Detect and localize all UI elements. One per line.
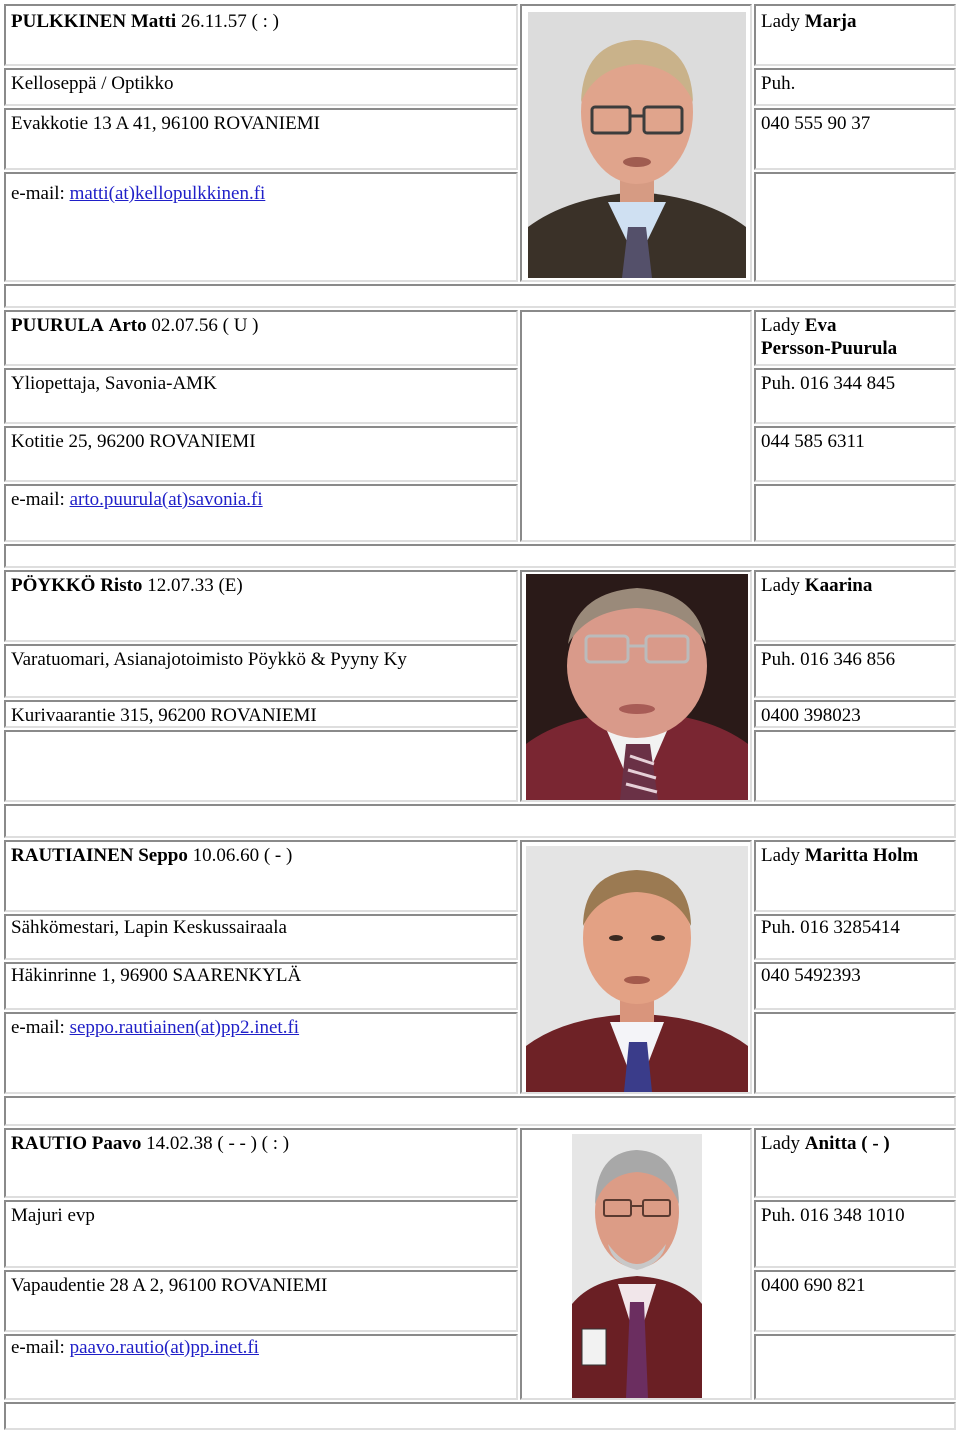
member-occupation: Majuri evp (11, 1205, 95, 1226)
phone-cell (754, 644, 956, 698)
empty-cell (754, 172, 956, 282)
member-firstname: Seppo (138, 845, 188, 866)
member-dates: 26.11.57 ( : ) (180, 11, 279, 32)
member-address: Kurivaarantie 315, 96200 ROVANIEMI (11, 705, 317, 726)
lady-surname: Persson-Puurula (761, 338, 898, 359)
occupation-cell (4, 368, 518, 424)
member-name (11, 1132, 289, 1155)
member-surname: PULKKINEN (11, 11, 127, 32)
email-label: e-mail: (11, 489, 65, 510)
mobile-cell (754, 1270, 956, 1332)
member-name (11, 844, 292, 867)
email-label: e-mail: (11, 183, 65, 204)
separator-row (4, 544, 956, 568)
member-occupation: Yliopettaja, Savonia-AMK (11, 373, 217, 394)
lady-label: Lady (761, 11, 801, 32)
phone-number: 016 346 856 (800, 649, 896, 670)
member-photo (526, 574, 748, 800)
lady-cell (754, 840, 956, 912)
mobile-number: 040 5492393 (761, 965, 861, 986)
mobile-number: 044 585 6311 (761, 431, 865, 452)
name-cell (4, 570, 518, 642)
phone-number: 016 3285414 (800, 917, 900, 938)
member-address: Evakkotie 13 A 41, 96100 ROVANIEMI (11, 113, 320, 134)
empty-cell (754, 730, 956, 802)
lady-name (761, 1132, 890, 1155)
phone-number: 016 344 845 (800, 373, 896, 394)
mobile-number: 0400 690 821 (761, 1275, 866, 1296)
mobile-cell (754, 962, 956, 1010)
phone-label: Puh. (761, 373, 796, 394)
mobile-cell (754, 426, 956, 482)
empty-cell (4, 730, 518, 802)
photo-cell (520, 1128, 752, 1400)
separator-row (4, 1096, 956, 1126)
phone-cell (754, 68, 956, 106)
lady-firstname: Anitta ( - ) (804, 1133, 890, 1154)
email-cell (4, 484, 518, 542)
phone-label: Puh. (761, 73, 796, 94)
photo-cell (520, 310, 752, 542)
separator-row (4, 1402, 956, 1430)
name-cell (4, 840, 518, 912)
member-photo (572, 1134, 702, 1398)
occupation-cell (4, 68, 518, 106)
email-label: e-mail: (11, 1337, 65, 1358)
lady-firstname: Kaarina (804, 575, 873, 596)
email-cell (4, 172, 518, 282)
member-email-line (11, 1016, 299, 1039)
lady-label: Lady (761, 1133, 801, 1154)
separator-row (4, 804, 956, 838)
photo-cell (520, 570, 752, 802)
mobile-number: 040 555 90 37 (761, 113, 871, 134)
member-name (11, 314, 259, 337)
member-surname: PÖYKKÖ (11, 575, 96, 596)
lady-firstname: Marja (804, 11, 857, 32)
address-cell (4, 962, 518, 1010)
lady-name (761, 574, 872, 597)
phone-line (761, 372, 895, 395)
member-firstname: Arto (108, 315, 147, 336)
lady-cell (754, 310, 956, 366)
phone-cell (754, 1200, 956, 1268)
lady-firstname: Eva (804, 315, 837, 336)
empty-cell (754, 1012, 956, 1094)
member-dates: 02.07.56 ( U ) (151, 315, 259, 336)
occupation-cell (4, 914, 518, 960)
address-cell (4, 700, 518, 728)
member-occupation: Sähkömestari, Lapin Keskussairaala (11, 917, 287, 938)
empty-cell (754, 1334, 956, 1400)
member-address: Kotitie 25, 96200 ROVANIEMI (11, 431, 256, 452)
separator-row (4, 284, 956, 308)
lady-name (761, 314, 836, 337)
lady-name (761, 844, 918, 867)
lady-label: Lady (761, 845, 801, 866)
email-link[interactable]: paavo.rautio(at)pp.inet.fi (69, 1337, 259, 1358)
mobile-number: 0400 398023 (761, 705, 861, 726)
member-dates: 12.07.33 (E) (147, 575, 243, 596)
mobile-cell (754, 108, 956, 170)
occupation-cell (4, 644, 518, 698)
empty-cell (754, 484, 956, 542)
phone-line (761, 916, 900, 939)
phone-label: Puh. (761, 649, 796, 670)
email-label: e-mail: (11, 1017, 65, 1038)
address-cell (4, 108, 518, 170)
member-surname: RAUTIAINEN (11, 845, 134, 866)
lady-cell (754, 570, 956, 642)
photo-cell (520, 4, 752, 282)
member-email-line (11, 488, 263, 511)
member-email-line (11, 1336, 259, 1359)
member-surname: RAUTIO (11, 1133, 88, 1154)
occupation-cell (4, 1200, 518, 1268)
lady-cell (754, 1128, 956, 1198)
email-link[interactable]: matti(at)kellopulkkinen.fi (69, 183, 266, 204)
lady-label: Lady (761, 315, 801, 336)
phone-label: Puh. (761, 917, 796, 938)
phone-line (761, 72, 795, 95)
lady-name (761, 10, 857, 33)
email-cell (4, 1012, 518, 1094)
member-photo (528, 12, 746, 278)
lady-firstname: Maritta Holm (804, 845, 919, 866)
name-cell (4, 4, 518, 66)
member-photo (526, 846, 748, 1092)
member-dates: 10.06.60 ( - ) (192, 845, 293, 866)
address-cell (4, 1270, 518, 1332)
member-address: Vapaudentie 28 A 2, 96100 ROVANIEMI (11, 1275, 328, 1296)
address-cell (4, 426, 518, 482)
email-cell (4, 1334, 518, 1400)
phone-line (761, 1204, 905, 1227)
member-surname: PUURULA (11, 315, 104, 336)
mobile-cell (754, 700, 956, 728)
member-firstname: Risto (100, 575, 143, 596)
phone-cell (754, 914, 956, 960)
phone-label: Puh. (761, 1205, 796, 1226)
member-firstname: Paavo (91, 1133, 142, 1154)
member-name (11, 10, 279, 33)
email-link[interactable]: seppo.rautiainen(at)pp2.inet.fi (69, 1017, 300, 1038)
member-occupation: Kelloseppä / Optikko (11, 73, 174, 94)
member-firstname: Matti (130, 11, 177, 32)
member-address: Häkinrinne 1, 96900 SAARENKYLÄ (11, 965, 302, 986)
member-occupation: Varatuomari, Asianajotoimisto Pöykkö & Pyyny Ky (11, 649, 407, 670)
name-cell (4, 310, 518, 366)
lady-label: Lady (761, 575, 801, 596)
photo-cell (520, 840, 752, 1094)
member-name (11, 574, 243, 597)
lady-cell (754, 4, 956, 66)
phone-number: 016 348 1010 (800, 1205, 905, 1226)
phone-cell (754, 368, 956, 424)
name-cell (4, 1128, 518, 1198)
member-email-line (11, 182, 265, 205)
email-link[interactable]: arto.puurula(at)savonia.fi (69, 489, 263, 510)
member-dates: 14.02.38 ( - - ) ( : ) (146, 1133, 290, 1154)
phone-line (761, 648, 895, 671)
